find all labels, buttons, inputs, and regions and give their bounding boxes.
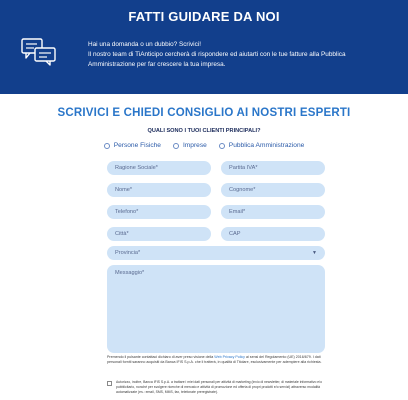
privacy-notice: [107, 355, 327, 365]
marketing-consent-text: Autorizzo, inoltre, Banca IFIS S.p.A. a trattare i miei dati personali per attività di marketing (invio di newsletter, di materiale informativo e/o pubblicitario, nonché per svolgere ricerche di mercato e attività di promozione ed offerta di propri prodotti e/o servizi) attraverso modalità automatizzate (es.: email, SMS, MMS, fax, telefonate preregistrate).: [116, 380, 322, 394]
cap-field[interactable]: [221, 227, 325, 241]
radio-label: Pubblica Amministrazione: [228, 142, 305, 149]
radio-persone-fisiche[interactable]: [104, 142, 161, 149]
radio-circle-icon[interactable]: [104, 143, 110, 149]
hero-line-growth: Amministrazione per far crescere la tua impresa.: [88, 61, 226, 68]
messaggio-textarea[interactable]: [107, 265, 325, 353]
ragione-sociale-field[interactable]: [107, 161, 211, 175]
hero-line-team: Il nostro team di TiAnticipo cercherà di rispondere ed aiutarti con le tue fatture alla Pubblica: [88, 51, 346, 58]
clients-question: QUALI SONO I TUOI CLIENTI PRINCIPALI?: [147, 128, 261, 134]
email-field[interactable]: [221, 205, 325, 219]
provincia-select-value: Provincia*: [115, 250, 141, 256]
hero-description: [88, 40, 388, 70]
form-title: SCRIVICI E CHIEDI CONSIGLIO AI NOSTRI ESPERTI: [57, 107, 351, 119]
radio-imprese[interactable]: [173, 142, 207, 149]
hero-banner: [0, 0, 408, 94]
radio-label: Imprese: [182, 142, 207, 149]
privacy-text-after: ai sensi del Regolamento (UE) 2016/679. I dati personali forniti saranno acquisiti da Banca IFIS S.p.A. che li tratterà, in qualità di Titolare, esclusivamente per adempiere alla richiesta.: [107, 355, 322, 364]
radio-circle-icon[interactable]: [173, 143, 179, 149]
nome-field[interactable]: [107, 183, 211, 197]
chat-bubbles-icon: [21, 38, 57, 66]
radio-circle-icon[interactable]: [219, 143, 225, 149]
radio-pubblica-amministrazione[interactable]: [219, 142, 305, 149]
marketing-consent-checkbox[interactable]: [107, 381, 112, 386]
privacy-policy-link[interactable]: Web Privacy Policy: [214, 355, 245, 359]
marketing-consent: [107, 380, 327, 394]
clients-radio-group: [0, 142, 408, 149]
telefono-field[interactable]: [107, 205, 211, 219]
hero-line-question: Hai una domanda o un dubbio? Scrivici!: [88, 41, 201, 48]
cognome-field[interactable]: [221, 183, 325, 197]
radio-label: Persone Fisiche: [113, 142, 161, 149]
privacy-text-before: Premendo il pulsante contattaci dichiaro di aver preso visione della: [107, 355, 215, 359]
provincia-select[interactable]: [107, 246, 325, 260]
partita-iva-field[interactable]: [221, 161, 325, 175]
citta-field[interactable]: [107, 227, 211, 241]
chevron-down-icon: ▼: [312, 250, 317, 256]
hero-title: FATTI GUIDARE DA NOI: [128, 9, 280, 24]
